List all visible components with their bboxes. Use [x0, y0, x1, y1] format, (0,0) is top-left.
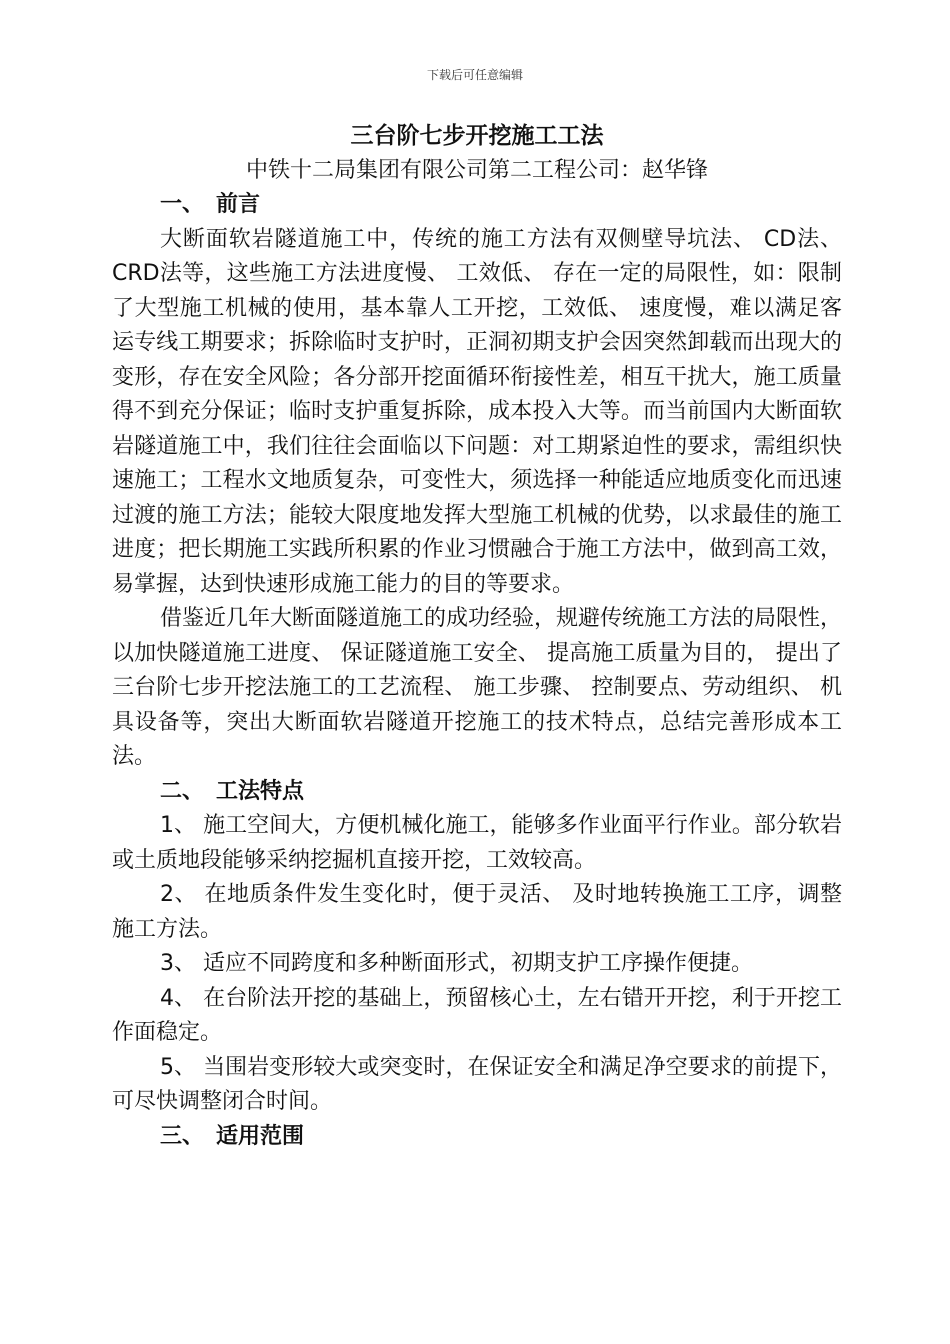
list-item: 3、 适应不同跨度和多种断面形式，初期支护工序操作便捷。: [160, 951, 753, 976]
paragraph: 借鉴近几年大断面隧道施工的成功经验，规避传统施工方法的局限性，以加快隧道施工进度、 保证隧道施工安全、 提高施工质量为目的， 提出了三台阶七步开挖法施工的工艺流程、 施工步骤、 控制要点、劳动组织、 机具设备等，突出大断面软岩隧道开挖施工的技术特点，总结完善形成本工法。: [112, 606, 843, 769]
document-body: [112, 118, 842, 1154]
section-heading-scope: [112, 1120, 842, 1155]
document-author: 中铁十二局集团有限公司第二工程公司：赵华锋: [245, 158, 708, 183]
section-title: 工法特点: [216, 778, 305, 804]
header-note: 下载后可任意编辑: [426, 68, 523, 82]
list-item: 2、 在地质条件发生变化时，便于灵活、 及时地转换施工工序，调整施工方法。: [112, 882, 842, 942]
section-heading-features: [112, 775, 842, 810]
section-title: 前言: [216, 192, 261, 217]
document-title: 三台阶七步开挖施工工法: [350, 123, 604, 149]
section-number: 一、: [160, 192, 205, 217]
paragraph: 大断面软岩隧道施工中，传统的施工方法有双侧壁导坑法、 CD法、 CRD法等，这些施工方法进度慢、 工效低、 存在一定的局限性，如：限制了大型施工机械的使用，基本靠人工开挖，工效低、 速度慢，难以满足客运专线工期要求；拆除临时支护时，正洞初期支护会因突然卸载而出现大的变形，存在安全风险；各分部开挖面循环衔接性差，相互干扰大，施工质量得不到充分保证；临时支护重复拆除，成本投入大等。而当前国内大断面软岩隧道施工中，我们往往会面临以下问题：对工期紧迫性的要求，需组织快速施工；工程水文地质复杂，可变性大，须选择一种能适应地质变化而迅速过渡的施工方法；能较大限度地发挥大型施工机械的优势，以求最佳的施工进度；把长期施工实践所积累的作业习惯融合于施工方法中，做到高工效，易掌握，达到快速形成施工能力的目的等要求。: [112, 226, 842, 597]
list-item: 5、 当围岩变形较大或突变时，在保证安全和满足净空要求的前提下，可尽快调整闭合时间。: [112, 1054, 842, 1114]
section-title: 适用范围: [216, 1123, 305, 1149]
section-heading-preface: [112, 188, 842, 223]
list-item: 1、 施工空间大，方便机械化施工，能够多作业面平行作业。部分软岩或土质地段能够采纳挖掘机直接开挖，工效较高。: [112, 813, 842, 873]
section-number: 二、: [160, 778, 205, 804]
list-item: 4、 在台阶法开挖的基础上，预留核心土，左右错开开挖，利于开挖工作面稳定。: [112, 985, 842, 1045]
section-number: 三、: [160, 1123, 205, 1149]
